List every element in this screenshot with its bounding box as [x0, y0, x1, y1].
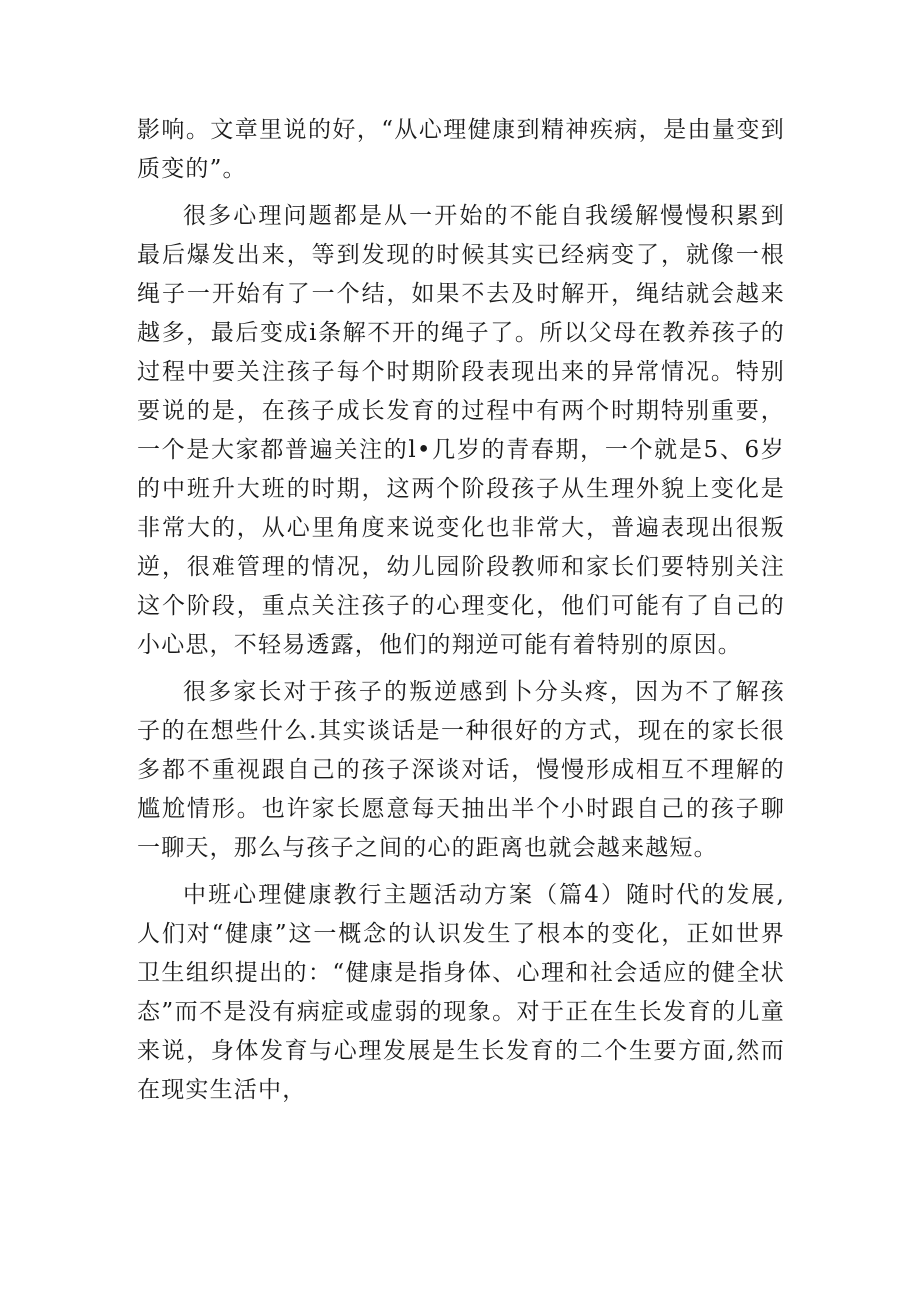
paragraph-psychological-problems: 很多心理问题都是从一开始的不能自我缓解慢慢积累到最后爆发出来，等到发现的时候其实已经病变了，就像一根绳子一开始有了一个结，如果不去及时解开，绳结就会越来越多，最后变成i条解不开的绳子了。所以父母在教养孩子的过程中要关注孩子每个时期阶段表现出来的异常情况。特别要说的是，在孩子成长发育的过程中有两个时期特别重要，一个是大家都普遍关注的l•几岁的青春期，一个就是5、6岁的中班升大班的时期，这两个阶段孩子从生理外貌上变化是非常大的，从心里角度来说变化也非常大，普遍表现出很叛逆，很难管理的情况，幼儿园阶段教师和家长们要特别关注这个阶段，重点关注孩子的心理变化，他们可能有了自己的小心思，不轻易透露，他们的翔逆可能有着特别的原因。 — [137, 203, 785, 658]
paragraph-continuation: 影响。文章里说的好，“从心理健康到精神疾病，是由量变到质变的”。 — [137, 117, 785, 182]
paragraph-parents-rebellion: 很多家长对于孩子的叛逆感到卜分头疼，因为不了解孩子的在想些什么.其实谈话是一种很好的方式，现在的家长很多都不重视跟自己的孩子深谈对话，慢慢形成相互不理解的尴尬情形。也许家长愿意每天抽出半个小时跟自己的孩子聊一聊天，那么与孩子之间的心的距离也就会越来越短。 — [137, 679, 785, 861]
document-body — [137, 111, 785, 1118]
paragraph-health-concept: 中班心理健康教行主题活动方案（篇4）随时代的发展,人们对“健康”这一概念的认识发生了根本的变化，正如世界卫生组织提出的：“健康是指身体、心理和社会适应的健全状态”而不是没有病症或虚弱的现象。对于正在生长发育的儿童来说，身体发育与心理发展是生长发育的二个生要方面,然而在现实生活中， — [137, 882, 785, 1103]
